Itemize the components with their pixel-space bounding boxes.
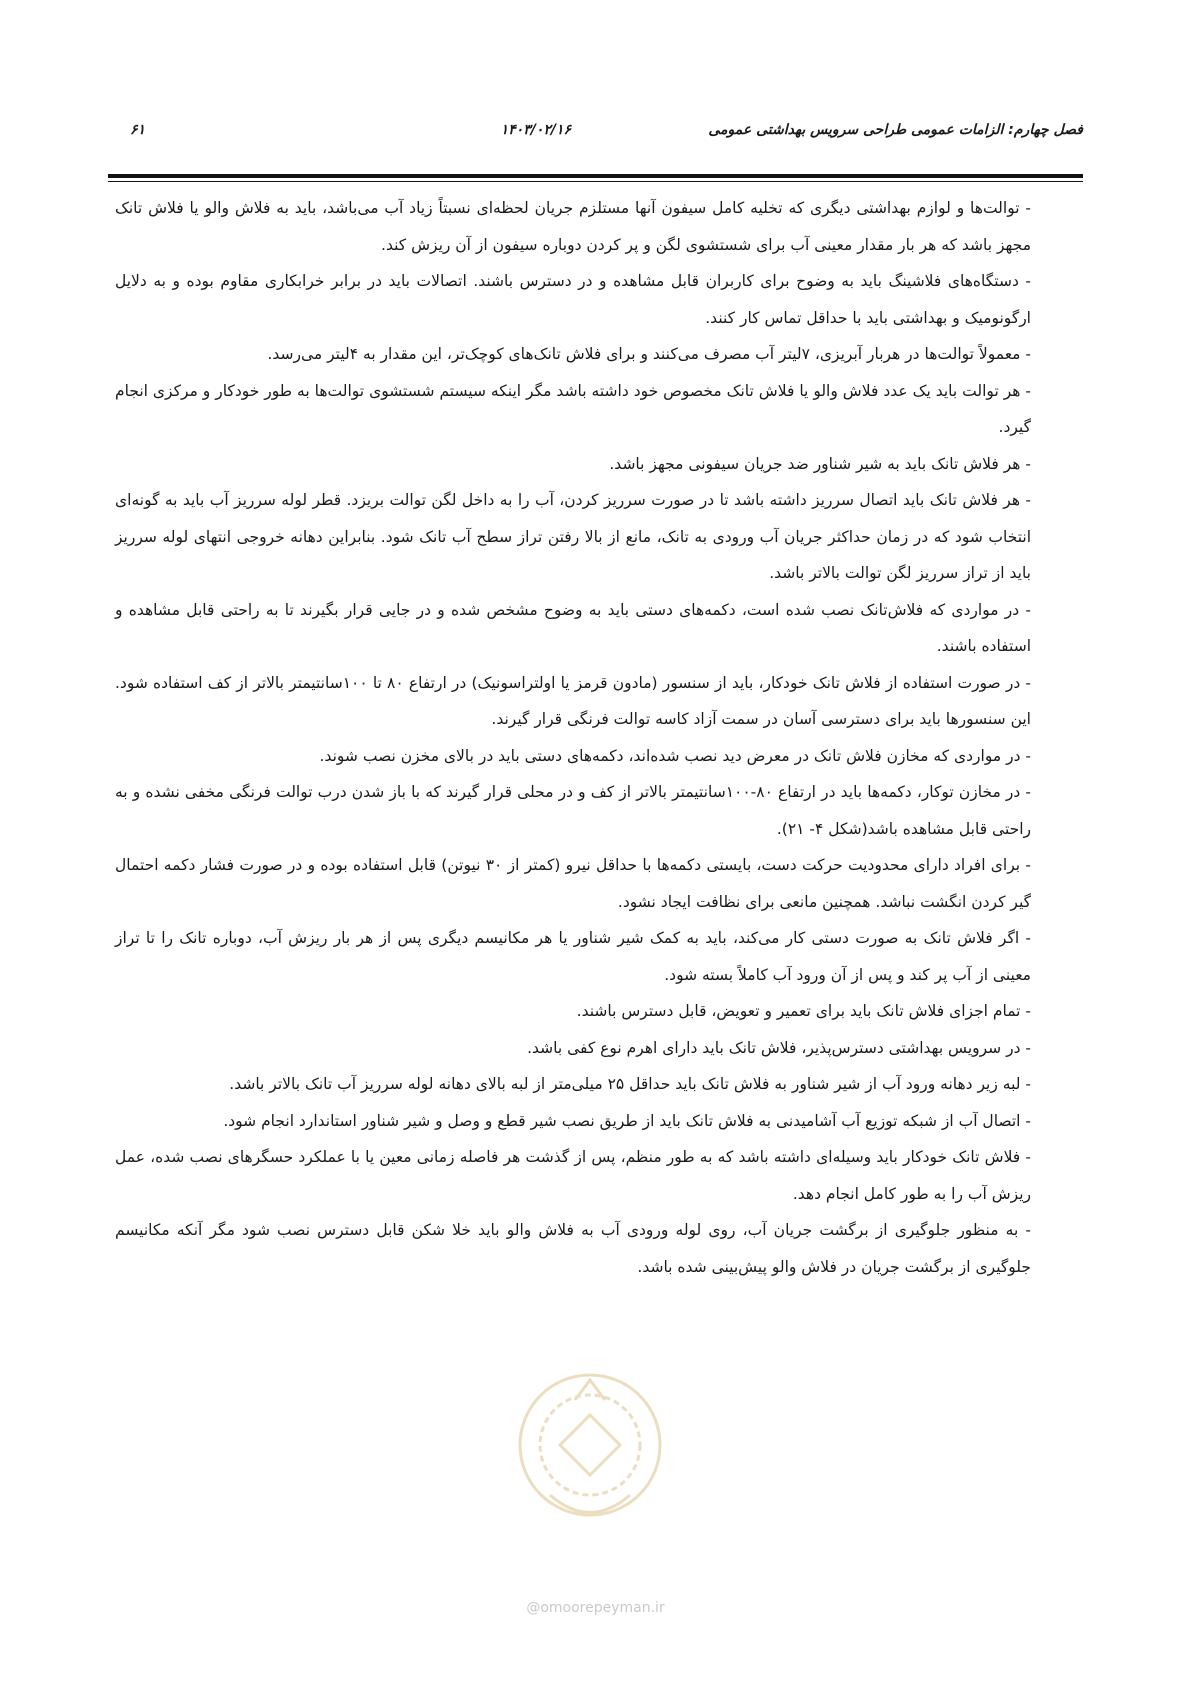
paragraph: - لبه زیر دهانه ورود آب از شیر شناور به فلاش تانک باید حداقل ۲۵ میلی‌متر از لبه بالای دهانه لوله سرریز آب تانک بالاتر باشد. xyxy=(229,1075,1031,1093)
header-date: ۱۴۰۳/۰۲/۱۶ xyxy=(500,122,571,138)
paragraph: - در صورت استفاده از فلاش تانک خودکار، باید از سنسور (مادون قرمز یا اولتراسونیک) در ارتفاع ۸۰ تا ۱۰۰سانتیمتر بالاتر از کف استفاده شود. این سنسورها باید برای دسترسی آسان در سمت آزاد کاسه توالت فرنگی قرار گیرند. xyxy=(115,673,1032,728)
paragraph: - فلاش تانک خودکار باید وسیله‌ای داشته باشد که به طور منظم، پس از گذشت هر فاصله زمانی معین یا با عملکرد حسگرهای نصب شده، عمل ریزش آب را به طور کامل انجام دهد. xyxy=(115,1148,1031,1203)
watermark-seal-icon xyxy=(510,1345,670,1545)
paragraph: - در سرویس بهداشتی دسترس‌پذیر، فلاش تانک باید دارای اهرم نوع کفی باشد. xyxy=(527,1038,1031,1057)
paragraph: - هر فلاش تانک باید اتصال سرریز داشته باشد تا در صورت سرریز کردن، آب را به داخل لگن توالت بریزد. قطر لوله سرریز آب باید به گونه‌ای انتخاب شود که در زمان حداکثر جریان آب ورودی به تانک، مانع از بالا رفتن تراز سطح آب تانک شود. بنابراین دهانه خروجی انتهای لوله سرریز باید از تراز سرریز لگن توالت بالاتر باشد. xyxy=(115,491,1031,582)
paragraph: - در مواردی که مخازن فلاش تانک در معرض دید نصب شده‌اند، دکمه‌های دستی باید در بالای مخزن نصب شوند. xyxy=(319,746,1031,765)
paragraph: - برای افراد دارای محدودیت حرکت دست، بایستی دکمه‌ها با حداقل نیرو (کمتر از ۳۰ نیوتن) قابل استفاده بوده و در صورت فشار دکمه احتمال گیر کردن انگشت نباشد. همچنین مانعی برای نظافت ایجاد نشود. xyxy=(115,856,1031,911)
chapter-title: فصل چهارم: الزامات عمومی طراحی سرویس بهداشتی عمومی xyxy=(708,122,1083,138)
header-rule xyxy=(108,174,1083,182)
paragraph: - دستگاه‌های فلاشینگ باید به وضوح برای کاربران قابل مشاهده و در دسترس باشند. اتصالات باید در برابر خرابکاری مقاوم بوده و به دلایل ارگونومیک و بهداشتی باید با حداقل تماس کار کنند. xyxy=(115,272,1031,327)
paragraph: - به منظور جلوگیری از برگشت جریان آب، روی لوله ورودی آب به فلاش والو باید خلا شکن قابل دسترس نصب شود مگر آنکه مکانیسم جلوگیری از برگشت جریان در فلاش والو پیش‌بینی شده باشد. xyxy=(115,1221,1031,1276)
page-header xyxy=(108,122,1083,152)
paragraph: - اتصال آب از شبکه توزیع آب آشامیدنی به فلاش تانک باید از طریق نصب شیر قطع و وصل و شیر شناور استاندارد انجام شود. xyxy=(223,1111,1031,1130)
paragraph: - در مخازن توکار، دکمه‌ها باید در ارتفاع ۸۰-۱۰۰سانتیمتر بالاتر از کف و در محلی قرار گیرند که با باز شدن درب توالت فرنگی مخفی نشده و به راحتی قابل مشاهده باشد(شکل ۴- ۲۱). xyxy=(115,783,1031,838)
paragraph: - هر توالت باید یک عدد فلاش والو یا فلاش تانک مخصوص خود داشته باشد مگر اینکه سیستم شستشوی توالت‌ها به طور خودکار و مرکزی انجام گیرد. xyxy=(115,381,1031,436)
paragraph: - در مواردی که فلاش‌تانک نصب شده است، دکمه‌های دستی باید به وضوح مشخص شده و در جایی قرار بگیرند تا به راحتی قابل مشاهده و استفاده باشند. xyxy=(115,600,1031,655)
paragraph: - هر فلاش تانک باید به شیر شناور ضد جریان سیفونی مجهز باشد. xyxy=(609,454,1031,473)
page-number: ۶۱ xyxy=(130,122,146,138)
body-text xyxy=(115,190,1075,1285)
paragraph: - توالت‌ها و لوازم بهداشتی دیگری که تخلیه کامل سیفون آنها مستلزم جریان لحظه‌ای نسبتاً زیاد آب می‌باشد، باید به فلاش والو یا فلاش تانک مجهز باشد که هر بار مقدار معینی آب برای شستشوی لگن و پر کردن دوباره سیفون از آن ریزش کند. xyxy=(115,199,1031,254)
watermark-text: @omoorepeyman.ir xyxy=(526,1600,665,1616)
paragraph: - تمام اجزای فلاش تانک باید برای تعمیر و تعویض، قابل دسترس باشند. xyxy=(576,1002,1031,1020)
paragraph: - معمولاً توالت‌ها در هربار آبریزی، ۷لیتر آب مصرف می‌کنند و برای فلاش تانک‌های کوچک‌تر، این مقدار به ۴لیتر می‌رسد. xyxy=(267,345,1031,363)
paragraph: - اگر فلاش تانک به صورت دستی کار می‌کند، باید به کمک شیر شناور یا هر مکانیسم دیگری پس از هر بار ریزش آب، دوباره تانک را تا تراز معینی از آب پر کند و پس از آن ورود آب کاملاً بسته شود. xyxy=(115,929,1031,984)
